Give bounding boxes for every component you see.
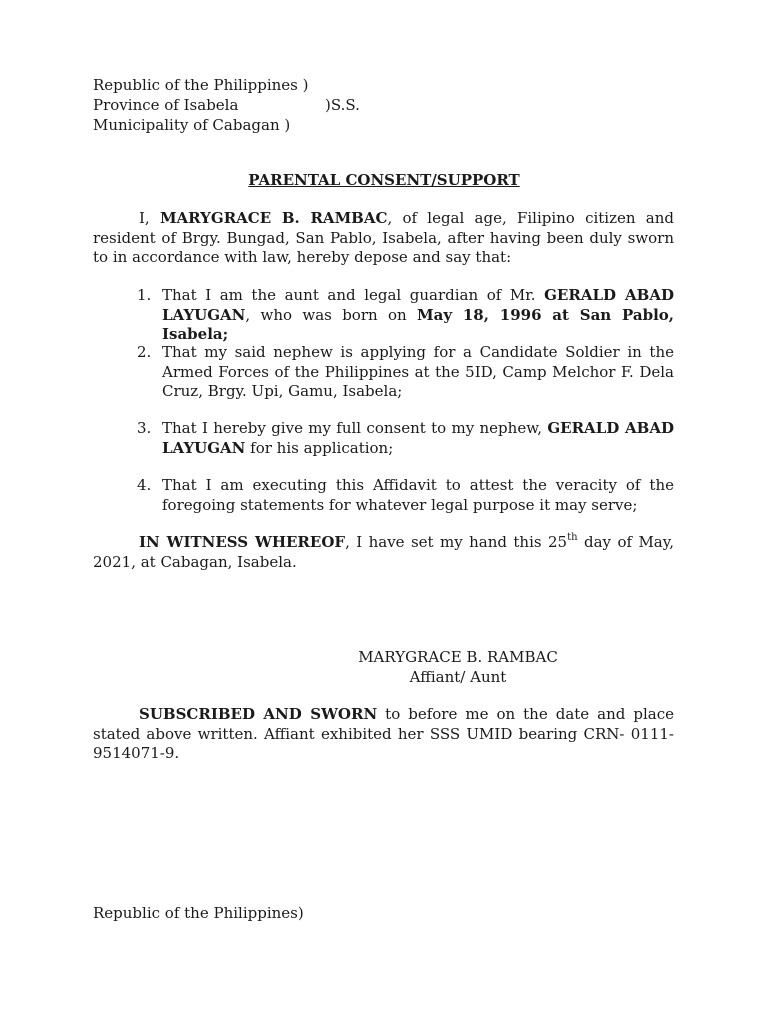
document-title: PARENTAL CONSENT/SUPPORT bbox=[248, 171, 520, 189]
venue-ss: )S.S. bbox=[325, 96, 360, 114]
signature-block bbox=[293, 648, 623, 687]
venue-block bbox=[93, 75, 360, 135]
list-item: 4. That I am executing this Affidavit to attest the veracity of the foregoing statements for whatever legal purpose it may serve; bbox=[137, 476, 674, 514]
venue-republic: Republic of the Philippines ) bbox=[93, 76, 309, 94]
venue-province: Province of Isabela bbox=[93, 96, 239, 114]
intro-paragraph: I, MARYGRACE B. RAMBAC, of legal age, Filipino citizen and resident of Brgy. Bungad, San Pablo, Isabela, after having been duly sworn to in accordance with law, hereby depose and say that: bbox=[93, 209, 674, 266]
venue-municipality: Municipality of Cabagan ) bbox=[93, 116, 291, 134]
affiant-name: MARYGRACE B. RAMBAC bbox=[159, 209, 388, 227]
signer-name: MARYGRACE B. RAMBAC bbox=[358, 648, 558, 666]
jurat-paragraph: SUBSCRIBED AND SWORN to before me on the date and place stated above written. Affiant exhibited her SSS UMID bearing CRN- 0111-9514071-9. bbox=[93, 705, 675, 762]
list-item: 2. That my said nephew is applying for a Candidate Soldier in the Armed Forces of the Philippines at the 5ID, Camp Melchor F. Dela Cruz, Brgy. Upi, Gamu, Isabela; bbox=[137, 343, 674, 400]
witness-paragraph: IN WITNESS WHEREOF, I have set my hand this 25th day of May, 2021, at Cabagan, Isabela. bbox=[93, 532, 674, 571]
list-item: 3. That I hereby give my full consent to my nephew, GERALD ABAD LAYUGAN for his application; bbox=[137, 419, 674, 457]
list-item: 1. That I am the aunt and legal guardian of Mr. GERALD ABAD LAYUGAN, who was born on May 18, 1996 at San Pablo, Isabela; bbox=[137, 286, 674, 343]
footer-venue: Republic of the Philippines) bbox=[93, 904, 304, 922]
signer-role: Affiant/ Aunt bbox=[409, 667, 507, 686]
